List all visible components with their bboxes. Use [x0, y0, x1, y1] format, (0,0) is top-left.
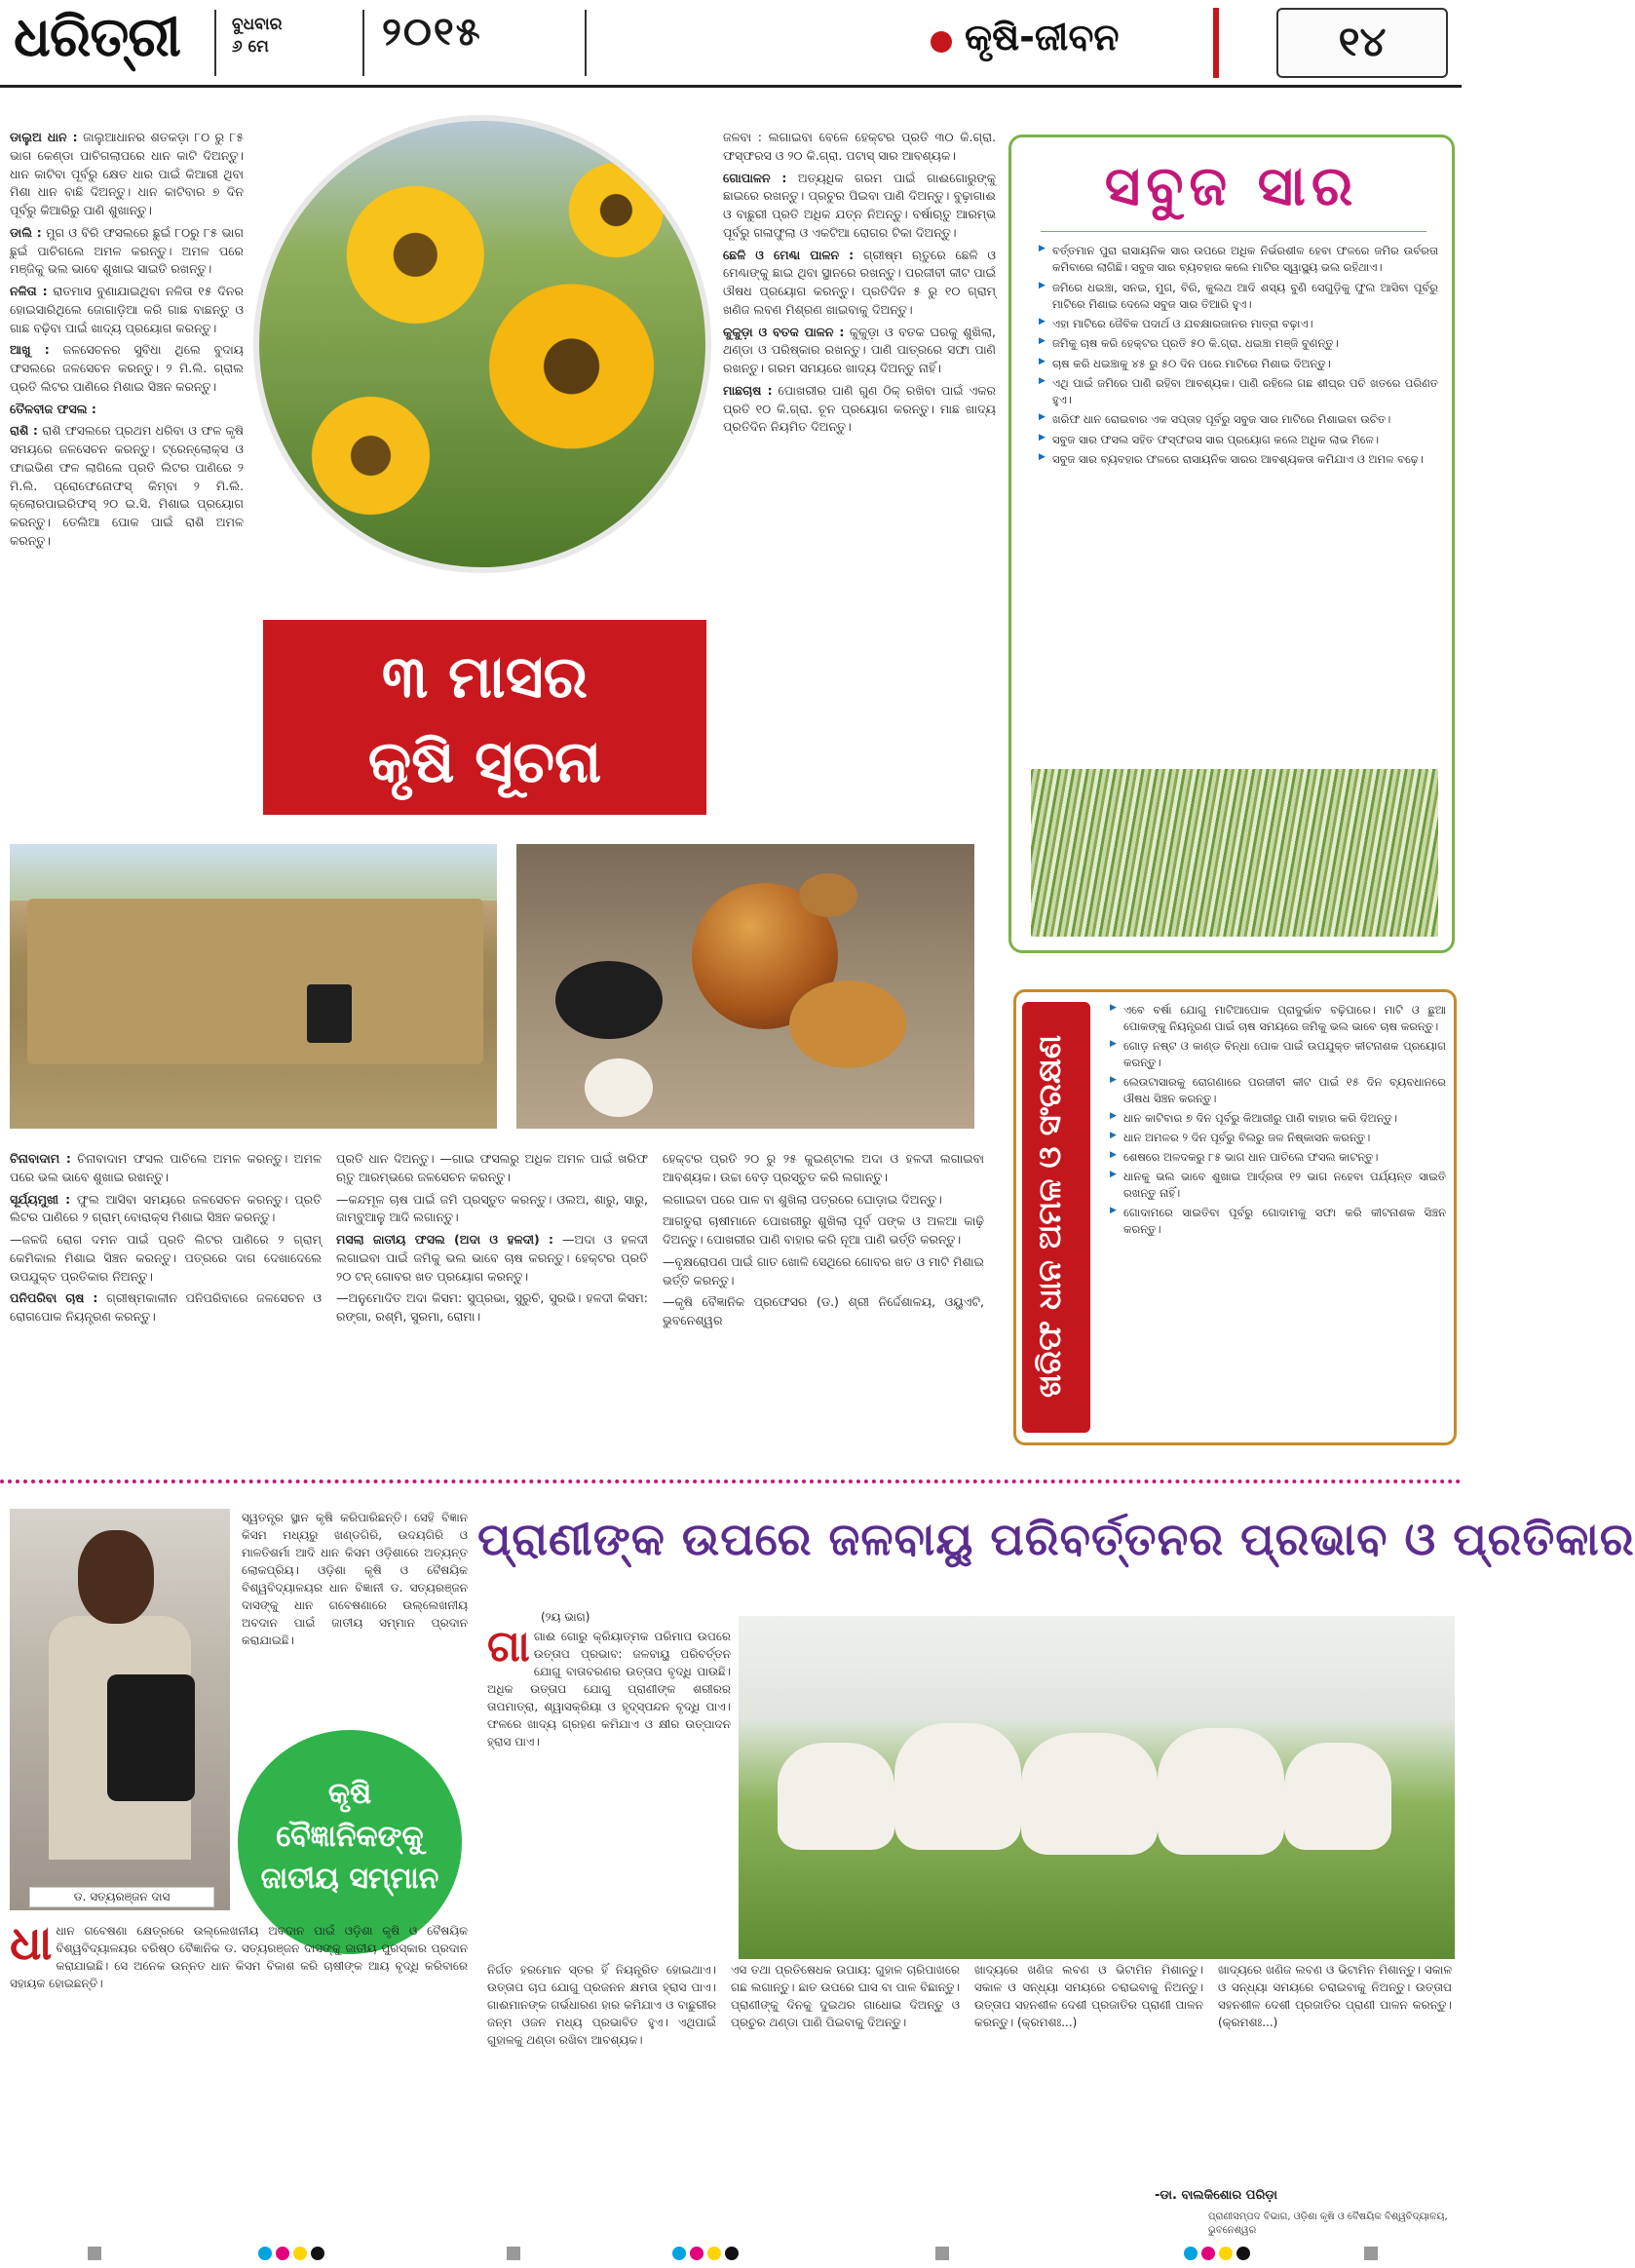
- cow: [1284, 1743, 1391, 1850]
- photo-caption: ଡ. ସତ୍ୟରଞ୍ଜନ ଦାସ: [29, 1887, 214, 1907]
- bullet-point: ▶ ଚାଷ କରି ଧଇଞ୍ଚାକୁ ୪୫ ରୁ ୫୦ ଦିନ ପରେ ମାଟିରେ ମିଶାଇ ଦିଅନ୍ତୁ।: [1039, 356, 1438, 372]
- paddy-harvest-title: ଖରିଫ ଧାନ ଅମଳ ଓ ସଂରକ୍ଷଣ: [1031, 1034, 1068, 1399]
- paragraph: [10, 283, 244, 337]
- feature-column-left: [10, 129, 244, 850]
- scientist-photo: [10, 1509, 230, 1910]
- award-line-1: କୃଷି: [327, 1777, 372, 1811]
- paragraph-text: ଚିନାବାଦାମ ଫସଲ ପାଚିଲେ ଅମଳ କରନ୍ତୁ। ଅମଳ ପରେ ଭଲ ଭାବେ ଶୁଖାଇ ରଖନ୍ତୁ।: [10, 1151, 322, 1184]
- header-divider: [585, 10, 587, 76]
- award-badge-text: [238, 1773, 462, 1901]
- paragraph-heading: ନଳିତା :: [10, 284, 48, 298]
- paragraph: [10, 1231, 322, 1286]
- bullet-point: ▶ ଖରିଫ ଧାନ ରୋଇବାର ଏକ ସପ୍ତାହ ପୂର୍ବରୁ ସବୁଜ ସାର ମାଟିରେ ମିଶାଇବା ଉଚିତ।: [1039, 411, 1438, 428]
- climate-article-headline: [477, 1509, 1635, 1595]
- middle-left-list: [10, 1150, 322, 1326]
- paragraph: [663, 1191, 984, 1210]
- registration-mark: [88, 2247, 101, 2260]
- black-hen: [555, 961, 663, 1039]
- registration-magenta: [276, 2247, 289, 2260]
- paragraph: [723, 247, 996, 320]
- paragraph: [723, 170, 996, 243]
- paragraph-text: ରାଶି ଫସଲରେ ପ୍ରଥମ ଧରିବା ଓ ଫଳ କୃଷି ସମୟରେ ଜଳସେଚନ କରନ୍ତୁ। ଟ୍ରେନ୍ଲୋକ୍ସ ଓ ଫାଇଭିଣ ଫଳ ଲାଗିଲେ ପ୍ରତି ଲିଟର ପାଣିରେ ୨ ମି.ଲି. ପ୍ରୋଫେନୋଫସ୍ କିମ୍ବା ୨ ମି.ଲି. କ୍ଲୋରପାଇରିଫସ୍ ୨୦ ଇ.ସି. ମିଶାଇ ପ୍ରୟୋଗ କରନ୍ତୁ। ତେଲିଆ ପୋକ ପାଇଁ ରାଶି ଅମଳ କରନ୍ତୁ।: [10, 423, 244, 548]
- paragraph-text: ଜାଲୁଆଧାନର ଶତକଡ଼ା ୮୦ ରୁ ୮୫ ଭାଗ କେଣ୍ଡା ପାଚିଗଲାପରେ ଧାନ କାଟି ଦିଅନ୍ତୁ। ଧାନ କାଟିବା ପୂର୍ବରୁ କ୍ଷେତ ଧାର ପାଇଁ କିଆରୀ ଥିବା ମିଶା ଧାନ ବାଛି ଦିଅନ୍ତୁ। ଧାନ କାଟିବାର ୭ ଦିନ ପୂର୍ବରୁ କିଆରିରୁ ପାଣି ଶୁଖାନ୍ତୁ।: [10, 130, 244, 217]
- paragraph-text: —ଜଳଜି ରୋଗ ଦମନ ପାଇଁ ପ୍ରତି ଲିଟର ପାଣିରେ ୨ ଗ୍ରାମ୍ କେମିକାଲ ମିଶାଇ ସିଞ୍ଚନ କରନ୍ତୁ। ପତ୍ରରେ ଦାଗ ଦେଖାଦେଲେ ଉପଯୁକ୍ତ ପ୍ରତିକାର ନିଅନ୍ତୁ।: [10, 1232, 322, 1284]
- green-manure-list: [1039, 243, 1438, 827]
- paragraph-heading: ଗୋପାଳନ :: [723, 170, 787, 185]
- climate-column-4: ଖାଦ୍ୟରେ ଖଣିଜ ଲବଣ ଓ ଭିଟାମିନ ମିଶାନ୍ତୁ। ସକାଳ ଓ ସନ୍ଧ୍ୟା ସମୟରେ ଚରାଇବାକୁ ନିଅନ୍ତୁ। ଉତ୍ତାପ ସହନଶୀଳ ଦେଶୀ ପ୍ରଜାତିର ପ୍ରାଣୀ ପାଳନ କରନ୍ତୁ। (କ୍ରମଶଃ...): [974, 1963, 1203, 2029]
- weekday: ବୁଧବାର: [232, 15, 283, 34]
- bullet-point: ▶ ବର୍ତ୍ତମାନ ପୁରା ରାସାୟନିକ ସାର ଉପରେ ଅଧିକ ନିର୍ଭରଶୀଳ ହେବା ଫଳରେ ଜମିର ଉର୍ବରତା କମିବାରେ ଲାଗିଛି। ସବୁଜ ସାର ବ୍ୟବହାର କଲେ ମାଟିର ସ୍ୱାସ୍ଥ୍ୟ ଭଲ ରହିଥାଏ।: [1039, 243, 1438, 277]
- registration-yellow: [293, 2247, 307, 2260]
- paragraph-text: —କନ୍ଦମୂଳ ଚାଷ ପାଇଁ ଜମି ପ୍ରସ୍ତୁତ କରନ୍ତୁ। ଓଲଅ, ଶାରୁ, ସାରୁ, ଜାମ୍ବୁଆଳୁ ଆଦି ଲଗାନ୍ତୁ।: [336, 1191, 648, 1225]
- feature-headline-box: [263, 620, 706, 815]
- registration-black: [725, 2247, 739, 2260]
- issue-year: ୨୦୧୫: [382, 10, 482, 55]
- bullet-point: ▶ ଏବେ ବର୍ଷା ଯୋଗୁ ମାଟିଆପୋକ ପ୍ରାଦୁର୍ଭାବ ବଢ଼ିପାରେ। ମାଟି ଓ ଛୁଆ ପୋକଙ୍କୁ ନିୟନ୍ତ୍ରଣ ପାଇଁ ଚାଷ ସମୟରେ ଜମିକୁ ଭଲ ଭାବେ ଚାଷ କରନ୍ତୁ।: [1110, 1002, 1446, 1035]
- paragraph-text: ପ୍ରତି ଧାନ ଦିଅନ୍ତୁ। —ଗାଇ ଫସଲରୁ ଅଧିକ ଅମଳ ପାଇଁ ଖରିଫ ଋତୁ ଆରମ୍ଭରେ ଜଳସେଚନ କରନ୍ତୁ।: [336, 1151, 648, 1184]
- bullet-point: ▶ ଜମିରେ ଧଇଞ୍ଚା, ସନଇ, ମୁଗ, ବିରି, କୁଲଥ ଆଦି ଶସ୍ୟ ବୁଣି ସେଗୁଡ଼ିକୁ ଫୁଲ ଆସିବା ପୂର୍ବରୁ ମାଟିରେ ମିଶାଇ ଦେଲେ ସବୁଜ ସାର ତିଆରି ହୁଏ।: [1039, 280, 1438, 314]
- section-bullet-icon: [931, 31, 952, 53]
- registration-mark: [1364, 2247, 1378, 2260]
- award-plaque: [107, 1674, 195, 1801]
- cow: [894, 1723, 1021, 1850]
- paragraph-text: —ବୃକ୍ଷରୋପଣ ପାଇଁ ଗାତ ଖୋଳି ସେଥିରେ ଗୋବର ଖତ ଓ ମାଟି ମିଶାଇ ଭର୍ତ୍ତି କରନ୍ତୁ।: [663, 1253, 984, 1288]
- middle-column-right: [663, 1150, 984, 1462]
- award-story: [10, 1916, 468, 2253]
- bullet-point: ▶ ଗୋଦାମରେ ସାଇତିବା ପୂର୍ବରୁ ଗୋଦାମକୁ ସଫା କରି କୀଟନାଶକ ସିଞ୍ଚନ କରନ୍ତୁ।: [1110, 1205, 1446, 1238]
- registration-yellow: [707, 2247, 721, 2260]
- paragraph: [336, 1191, 648, 1228]
- climate-headline-text: ପ୍ରାଣୀଙ୍କ ଉପରେ ଜଳବାୟୁ ପରିବର୍ତ୍ତନର ପ୍ରଭାବ ଓ ପ୍ରତିକାର: [477, 1513, 1635, 1565]
- registration-mark: [935, 2247, 949, 2260]
- paragraph: [663, 1293, 984, 1330]
- paragraph-heading: ମାଛଚାଷ :: [723, 382, 773, 398]
- bullet-point: ▶ ଗୋଡ଼ ନଷ୍ଟ ଓ କାଣ୍ଡ ବିନ୍ଧା ପୋକ ପାଇଁ ଉପଯୁକ୍ତ କୀଟନାଶକ ପ୍ରୟୋଗ କରନ୍ତୁ।: [1110, 1038, 1446, 1071]
- paragraph-heading: ରାଶି :: [10, 423, 38, 439]
- headline-line-2: କୃଷି ସୂଚନା: [367, 728, 602, 796]
- paragraph: [723, 382, 996, 437]
- paragraph-text: ଜଳବା : ଲଗାଇବା ବେଳେ ହେକ୍ଟର ପ୍ରତି ୩୦ କି.ଗ୍ରା. ଫସ୍ଫରସ ଓ ୨୦ କି.ଗ୍ରା. ପଟାସ୍ ସାର ଆବଶ୍ୟକ।: [723, 130, 996, 163]
- paragraph-text: ଜଳସେଚନର ସୁବିଧା ଥିଲେ ବୁଦାୟ ଫସଲରେ ଜଳସେଚନ କରନ୍ତୁ। ୨ ମି.ଲି. ଗ୍ରାଲ ପ୍ରତି ଲିଟର ପାଣିରେ ମିଶାଇ ସିଞ୍ଚନ କରନ୍ତୁ।: [10, 342, 244, 394]
- paragraph-text: ଲଗାଇବା ପରେ ପାଳ ବା ଶୁଖିଲା ପତ୍ରରେ ଘୋଡ଼ାଇ ଦିଅନ୍ତୁ।: [663, 1191, 942, 1207]
- climate-col1-text: ଗାଈ ଗୋରୁ କ୍ରିୟାତ୍ମକ ପରିମାପ ଉପରେ ଉତ୍ତାପ ପ୍ରଭାବ: ଜଳବାୟୁ ପରିବର୍ତ୍ତନ ଯୋଗୁ ବାତାବରଣର ଉତ୍ତାପ ବୃଦ୍ଧି ପାଉଛି। ଅଧିକ ଉତ୍ତାପ ଯୋଗୁ ପ୍ରାଣୀଙ୍କ ଶରୀରର ତାପମାତ୍ରା, ଶ୍ୱାସକ୍ରିୟା ଓ ହୃଦ୍‌ସ୍ପନ୍ଦନ ବୃଦ୍ଧି ପାଏ। ଫଳରେ ଖାଦ୍ୟ ଗ୍ରହଣ କମିଯାଏ ଓ କ୍ଷୀର ଉତ୍ପାଦନ ହ୍ରାସ ପାଏ।: [487, 1630, 731, 1749]
- paragraph-text: କୁକୁଡ଼ା ଓ ବତକ ଘରକୁ ଶୁଖିଲା, ଥଣ୍ଡା ଓ ପରିଷ୍କାର ରଖନ୍ତୁ। ପାଣି ପାତ୍ରରେ ସଫା ପାଣି ରଖନ୍ତୁ। ଗରମ ସମୟରେ ଖାଦ୍ୟ ଦିଅନ୍ତୁ ନାହିଁ।: [723, 324, 996, 375]
- middle-column-left: [10, 1150, 322, 1462]
- feature-headline: [263, 635, 706, 805]
- paragraph-heading: ଆଖୁ :: [10, 342, 50, 358]
- paragraph: [723, 324, 996, 378]
- registration-mark: [507, 2247, 520, 2260]
- white-hen: [585, 1058, 653, 1117]
- cow: [778, 1743, 894, 1850]
- page-number-tab: [1276, 8, 1448, 78]
- green-manure-title: ସବୁଜ ସାର: [1104, 155, 1359, 218]
- cow: [1158, 1728, 1284, 1855]
- registration-yellow: [1219, 2247, 1233, 2260]
- pond-water: [27, 899, 483, 1064]
- distant-hen: [799, 873, 857, 917]
- feature-col1-list: [10, 129, 244, 551]
- title-rule: [1041, 231, 1426, 232]
- bullet-point: ▶ ସବୁଜ ସାର ଫସଲ ସହିତ ଫସ୍ଫରସ ସାର ପ୍ରୟୋଗ କଲେ ଅଧିକ ଲାଭ ମିଳେ।: [1039, 432, 1438, 448]
- day-month: ୬ ମେ: [232, 36, 269, 57]
- paragraph-text: —ଅନୁମୋଦିତ ଅଦା କିସମ: ସୁପ୍ରଭା, ସୁରୁଚି, ସୁରଭି। ହଳଦୀ କିସମ: ରଙ୍ଗା, ରଶ୍ମି, ସୁରମା, ରୋମା।: [336, 1290, 648, 1324]
- paragraph: [10, 422, 244, 550]
- paragraph-text: —ଅଦା ଓ ହଳଦୀ ଲଗାଇବା ପାଇଁ ଜମିକୁ ଭଲ ଭାବେ ଚାଷ କରନ୍ତୁ। ହେକ୍ଟର ପ୍ରତି ୨୦ ଟନ୍ ଗୋବର ଖତ ପ୍ରୟୋଗ କରନ୍ତୁ।: [336, 1232, 648, 1284]
- paddy-harvest-box: [1013, 989, 1457, 1445]
- paragraph: [10, 1289, 322, 1326]
- bullet-point: ▶ ଏହା ମାଟିରେ ଜୈବିକ ପଦାର୍ଥ ଓ ଯବକ୍ଷାରଜାନର ମାତ୍ରା ବଢ଼ାଏ।: [1039, 316, 1438, 332]
- climate-column-5: [1218, 1961, 1452, 2180]
- award-story-body: ଧାନ ଗବେଷଣା କ୍ଷେତ୍ରରେ ଉଲ୍ଲେଖନୀୟ ଅବଦାନ ପାଇଁ ଓଡ଼ିଶା କୃଷି ଓ ବୈଷୟିକ ବିଶ୍ୱବିଦ୍ୟାଳୟର ବରିଷ୍ଠ ବୈଜ୍ଞାନିକ ଡ. ସତ୍ୟରଞ୍ଜନ ଦାସଙ୍କୁ ଜାତୀୟ ପୁରସ୍କାର ପ୍ରଦାନ କରାଯାଇଛି। ସେ ଅନେକ ଉନ୍ନତ ଧାନ କିସମ ବିକାଶ କରି ଚାଷୀଙ୍କ ଆୟ ବୃଦ୍ଧି କରିବାରେ ସହାୟକ ହୋଇଛନ୍ତି।: [10, 1924, 468, 1990]
- paragraph: [10, 224, 244, 279]
- climate-column-3: ଏସ ତଥା ପ୍ରତିଷେଧକ ଉପାୟ: ଗୁହାଳ ଚାରିପାଖରେ ଗଛ ଲଗାନ୍ତୁ। ଛାତ ଉପରେ ଘାସ ବା ପାଳ ବିଛାନ୍ତୁ। ପ୍ରାଣୀଙ୍କୁ ଦିନକୁ ଦୁଇଥର ଗାଧୋଇ ଦିଅନ୍ତୁ ଓ ପ୍ରଚୁର ଥଣ୍ଡା ପାଣି ପିଇବାକୁ ଦିଅନ୍ତୁ।: [731, 1963, 960, 2029]
- paragraph-text: ହେକ୍ଟର ପ୍ରତି ୨୦ ରୁ ୨୫ କୁଇଣ୍ଟାଲ ଅଦା ଓ ହଳଦୀ ଲଗାଇବା ଆବଶ୍ୟକ। ଉଚ୍ଚା ବେଡ଼ ପ୍ରସ୍ତୁତ କରି ଲଗାନ୍ତୁ।: [663, 1151, 984, 1184]
- award-text: ସ୍ୱତନ୍ତ୍ର ସ୍ଥାନ କୃଷି କରିପାରିଛନ୍ତି। ସେହି ବିଜ୍ଞାନ କିସମ ମଧ୍ୟରୁ ଖଣ୍ଡଗିରି, ଉଦୟଗିରି ଓ ମାଳତିଶର୍ମା ଆଦି ଧାନ କିସମ ଓଡ଼ିଶାରେ ଅତ୍ୟନ୍ତ ଲୋକପ୍ରିୟ। ଓଡ଼ିଶା କୃଷି ଓ ବୈଷୟିକ ବିଶ୍ୱବିଦ୍ୟାଳୟର ଧାନ ବିଜ୍ଞାନୀ ଡ. ସତ୍ୟରଞ୍ଜନ ଦାସଙ୍କୁ ଧାନ ଗବେଷଣାରେ ଉଲ୍ଲେଖନୀୟ ଅବଦାନ ପାଇଁ ଜାତୀୟ ସମ୍ମାନ ପ୍ରଦାନ କରାଯାଇଛି।: [242, 1511, 468, 1647]
- paragraph: [663, 1253, 984, 1290]
- scientist-head: [78, 1530, 154, 1624]
- paragraph-heading: ପନିପରିବା ଚାଷ :: [10, 1290, 98, 1306]
- paragraph-heading: ଛେଳି ଓ ମେଣ୍ଢା ପାଳନ :: [723, 247, 855, 262]
- paragraph: [723, 129, 996, 166]
- registration-black: [1236, 2247, 1250, 2260]
- paragraph-heading: ଡାଲି :: [10, 224, 42, 240]
- header-divider: [362, 10, 364, 76]
- paragraph-text: ଗ୍ରୀଷ୍ମକାଳୀନ ପନିପରିବାରେ ଜଳସେଚନ ଓ ରୋଗପୋକ ନିୟନ୍ତ୍ରଣ କରନ୍ତୁ।: [10, 1290, 322, 1324]
- registration-cyan: [258, 2247, 272, 2260]
- brown-hen: [789, 980, 906, 1068]
- middle-center-list: [336, 1150, 648, 1326]
- award-badge: [238, 1730, 462, 1954]
- paragraph-text: ଗ୍ରୀଷ୍ମ ଋତୁରେ ଛେଳି ଓ ମେଣ୍ଢାଙ୍କୁ ଛାଇ ଥିବା ସ୍ଥାନରେ ରଖନ୍ତୁ। ପରଜୀବୀ କୀଟ ପାଇଁ ଔଷଧ ପ୍ରୟୋଗ କରନ୍ତୁ। ପ୍ରତିଦିନ ୫ ରୁ ୧୦ ଗ୍ରାମ୍ ଖଣିଜ ଲବଣ ମିଶ୍ରଣ ଖାଇବାକୁ ଦିଅନ୍ତୁ।: [723, 247, 997, 317]
- bullet-point: ▶ ଜମିକୁ ଚାଷ କରି ହେକ୍ଟର ପ୍ରତି ୫୦ କି.ଗ୍ରା. ଧଇଞ୍ଚା ମଞ୍ଜି ବୁଣନ୍ତୁ।: [1039, 335, 1438, 352]
- paragraph-text: ଫୁଲ ଆସିବା ସମୟରେ ଜଳସେଚନ କରନ୍ତୁ। ପ୍ରତି ଲିଟର ପାଣିରେ ୨ ଗ୍ରାମ୍ ବୋରାକ୍ସ ମିଶାଇ ସିଞ୍ଚନ କରନ୍ତୁ।: [10, 1191, 322, 1225]
- chickens-photo: [516, 844, 974, 1129]
- paragraph: [663, 1150, 984, 1187]
- paragraph-heading: ଚିନାବାଦାମ :: [10, 1151, 71, 1166]
- bullet-point: ▶ ସବୁଜ ସାର ବ୍ୟବହାର ଫଳରେ ରାସାୟନିକ ସାରର ଆବଶ୍ୟକତା କମିଯାଏ ଓ ଅମଳ ବଢ଼େ।: [1039, 451, 1438, 468]
- masthead: [0, 0, 1462, 88]
- middle-right-list: [663, 1150, 984, 1330]
- section-title: କୃଷି-ଜୀବନ: [965, 16, 1120, 58]
- sunflower-photo: [253, 115, 711, 573]
- paragraph-heading: ଡାଲୁଅ ଧାନ :: [10, 130, 78, 144]
- climate-column-2: ନିର୍ଗତ ହରମୋନ ସ୍ତର ହିଁ ନିୟନ୍ତ୍ରିତ ହୋଇଥାଏ। ଉତ୍ତାପ ଚାପ ଯୋଗୁ ପ୍ରଜନନ କ୍ଷମତା ହ୍ରାସ ପାଏ। ଗାଈମାନଙ୍କ ଗର୍ଭଧାରଣ ହାର କମିଯାଏ ଓ ବାଛୁରୀର ଜନ୍ମ ଓଜନ ମଧ୍ୟ ପ୍ରଭାବିତ ହୁଏ। ଏଥିପାଇଁ ଗୁହାଳକୁ ଥଣ୍ଡା ରଖିବା ଆବଶ୍ୟକ।: [487, 1963, 716, 2047]
- award-line-3: ଜାତୀୟ ସମ୍ମାନ: [260, 1862, 439, 1896]
- grass-field-photo: [1031, 769, 1438, 937]
- paragraph: [336, 1289, 648, 1326]
- registration-black: [311, 2247, 324, 2260]
- series-tag: (୨ୟ ଭାଗ): [541, 1610, 590, 1624]
- climate-col5-text: ଖାଦ୍ୟରେ ଖଣିଜ ଲବଣ ଓ ଭିଟାମିନ ମିଶାନ୍ତୁ। ସକାଳ ଓ ସନ୍ଧ୍ୟା ସମୟରେ ଚରାଇବାକୁ ନିଅନ୍ତୁ। ଉତ୍ତାପ ସହନଶୀଳ ଦେଶୀ ପ୍ରଜାତିର ପ୍ରାଣୀ ପାଳନ କରନ୍ତୁ। (କ୍ରମଶଃ...): [1218, 1963, 1452, 2029]
- registration-magenta: [1201, 2247, 1215, 2260]
- cattle-photo: [739, 1616, 1455, 1959]
- bullet-point: ▶ ଲେଉଟାସାରକୁ ରୋଗଣାରେ ପରଜୀବୀ କୀଟ ପାଇଁ ୧୫ ଦିନ ବ୍ୟବଧାନରେ ଔଷଧ ସିଞ୍ଚନ କରନ୍ତୁ।: [1110, 1074, 1446, 1107]
- pond-drum: [307, 984, 352, 1043]
- paragraph-heading: ସୂର୍ଯ୍ୟମୁଖୀ :: [10, 1191, 71, 1207]
- paragraph-text: —କୃଷି ବୈଜ୍ଞାନିକ ପ୍ରଫେସର (ଡ.) ଶ୍ରୀ ନିର୍ଦ୍ଦେଶାଳୟ, ଓୟୁଏଟି, ଭୁବନେଶ୍ୱର: [663, 1294, 984, 1327]
- bullet-point: ▶ ଶେଷରେ ଅଳଦକରୁ ୮୫ ଭାଗ ଧାନ ପାଚିଲେ ଫସଲ କାଟନ୍ତୁ।: [1110, 1149, 1446, 1166]
- paragraph-text: ମୁଗ ଓ ବିରି ଫସଲରେ ଛୁଇଁ ୮୦ରୁ ୮୫ ଭାଗ ଛୁଇଁ ପାଚିଗଲେ ଅମଳ କରନ୍ତୁ। ଅମଳ ପରେ ମଞ୍ଜିକୁ ଭଲ ଭାବେ ଶୁଖାଇ ସାଇତି ରଖନ୍ତୁ।: [10, 224, 244, 277]
- paragraph-text: ରାତମାସ ବୁଣାଯାଇଥିବା ନଳିତା ୧୫ ଦିନର ହୋଇସାରିଥିଲେ ଜୋଗାଡ଼ିଆ କରି ଗାଛ ବାଛନ୍ତୁ ଓ ଗାଛ ବଢ଼ିବା ପାଇଁ ଖାଦ୍ୟ ପ୍ରୟୋଗ କରନ୍ତୁ।: [10, 284, 244, 335]
- climate-column-1: [487, 1622, 731, 1949]
- paragraph: [336, 1231, 648, 1286]
- author-footnote: ପ୍ରାଣୀସମ୍ପଦ ବିଭାଗ, ଓଡ଼ିଶା କୃଷି ଓ ବୈଷୟିକ ବିଶ୍ୱବିଦ୍ୟାଳୟ, ଭୁବନେଶ୍ୱର: [1208, 2211, 1448, 2236]
- bullet-point: ▶ ଏଥି ପାଇଁ ଜମିରେ ପାଣି ରହିବା ଆବଶ୍ୟକ। ପାଣି ରହିଲେ ଗଛ ଶୀଘ୍ର ପଚି ଖତରେ ପରିଣତ ହୁଏ।: [1039, 375, 1438, 409]
- section-divider: [0, 1480, 1462, 1483]
- paragraph-text: ଅତ୍ୟଧିକ ଗରମ ପାଇଁ ଗାଈଗୋରୁଙ୍କୁ ଛାଇରେ ରଖନ୍ତୁ। ପ୍ରଚୁର ପିଇବା ପାଣି ଦିଅନ୍ତୁ। ବୁଢ଼ାଗାଈ ଓ ବାଛୁରୀ ପ୍ରତି ଅଧିକ ଯତ୍ନ ନିଅନ୍ତୁ। ବର୍ଷାଋତୁ ଆରମ୍ଭ ପୂର୍ବରୁ ଗଳାଫୁଲା ଓ ଏକଟିଆ ରୋଗର ଟିକା ଦିଅନ୍ତୁ।: [723, 170, 996, 240]
- paragraph-heading: ତୈଳବୀଜ ଫସଲ :: [10, 401, 96, 416]
- paragraph-heading: ମସଲା ଜାତୀୟ ଫସଲ (ଅଦା ଓ ହଳଦୀ) :: [336, 1232, 554, 1247]
- paragraph: [10, 1191, 322, 1228]
- registration-cyan: [672, 2247, 686, 2260]
- cow: [1021, 1733, 1158, 1855]
- drop-cap: ଧା: [10, 1916, 53, 1971]
- section-accent-bar: [1213, 8, 1219, 78]
- paragraph: [10, 401, 244, 419]
- middle-column-center: [336, 1150, 648, 1462]
- paddy-harvest-list: [1110, 1002, 1446, 1436]
- paddy-harvest-strip: [1022, 1002, 1090, 1433]
- paragraph: [10, 341, 244, 396]
- registration-magenta: [690, 2247, 703, 2260]
- registration-cyan: [1184, 2247, 1198, 2260]
- headline-line-1: ୩ ମାସର: [381, 643, 589, 711]
- bullet-point: ▶ ଧାନ କାଟିବାର ୭ ଦିନ ପୂର୍ବରୁ କିଆରୀରୁ ପାଣି ବାହାର କରି ଦିଅନ୍ତୁ।: [1110, 1110, 1446, 1127]
- drop-cap-2: ଗା: [487, 1622, 530, 1672]
- paragraph-heading: କୁକୁଡ଼ା ଓ ବତକ ପାଳନ :: [723, 324, 845, 339]
- paragraph-text: ପୋଖରୀର ପାଣି ଗୁଣ ଠିକ୍ ରଖିବା ପାଇଁ ଏକର ପ୍ରତି ୧୦ କି.ଗ୍ରା. ଚୂନ ପ୍ରୟୋଗ କରନ୍ତୁ। ମାଛ ଖାଦ୍ୟ ପ୍ରତିଦିନ ନିୟମିତ ଦିଅନ୍ତୁ।: [723, 382, 996, 435]
- paragraph-text: ଆଗତୁରା ଚାଷୀମାନେ ପୋଖରୀରୁ ଶୁଖିଲା ପୂର୍ବ ପଙ୍କ ଓ ଅଳଆ କାଢ଼ି ଦିଅନ୍ତୁ। ପୋଖରୀର ପାଣି ବାହାର କରି ନୂଆ ପାଣି ଭର୍ତ୍ତି କରନ୍ତୁ।: [663, 1213, 984, 1247]
- paragraph: [10, 129, 244, 220]
- page-number: ୧୪: [1338, 18, 1387, 65]
- header-divider: [214, 10, 216, 76]
- bullet-point: ▶ ଧାନକୁ ଭଲ ଭାବେ ଶୁଖାଇ ଆର୍ଦ୍ରତା ୧୨ ଭାଗ ନହେବା ପର୍ଯ୍ୟନ୍ତ ସାଇତି ରଖନ୍ତୁ ନାହିଁ।: [1110, 1169, 1446, 1202]
- award-line-2: ବୈଜ୍ଞାନିକଙ୍କୁ: [276, 1819, 424, 1854]
- green-manure-box: [1008, 135, 1455, 953]
- newspaper-logo: ଧରିତ୍ରୀ: [14, 6, 180, 69]
- issue-date: [232, 14, 282, 58]
- feature-col3-list: [723, 129, 996, 437]
- farm-pond-photo: [10, 844, 497, 1129]
- article-byline: -ଡା. ବାଲକିଶୋର ପରିଡ଼ା: [1155, 2188, 1277, 2203]
- paragraph: [336, 1150, 648, 1187]
- pond-sky: [10, 844, 497, 901]
- paragraph: [663, 1212, 984, 1249]
- bullet-point: ▶ ଧାନ ଅମଳର ୨ ଦିନ ପୂର୍ବରୁ ବିଲରୁ ଜଳ ନିଷ୍କାସନ କରନ୍ତୁ।: [1110, 1130, 1446, 1146]
- paragraph: [10, 1150, 322, 1187]
- feature-column-right: [723, 129, 996, 850]
